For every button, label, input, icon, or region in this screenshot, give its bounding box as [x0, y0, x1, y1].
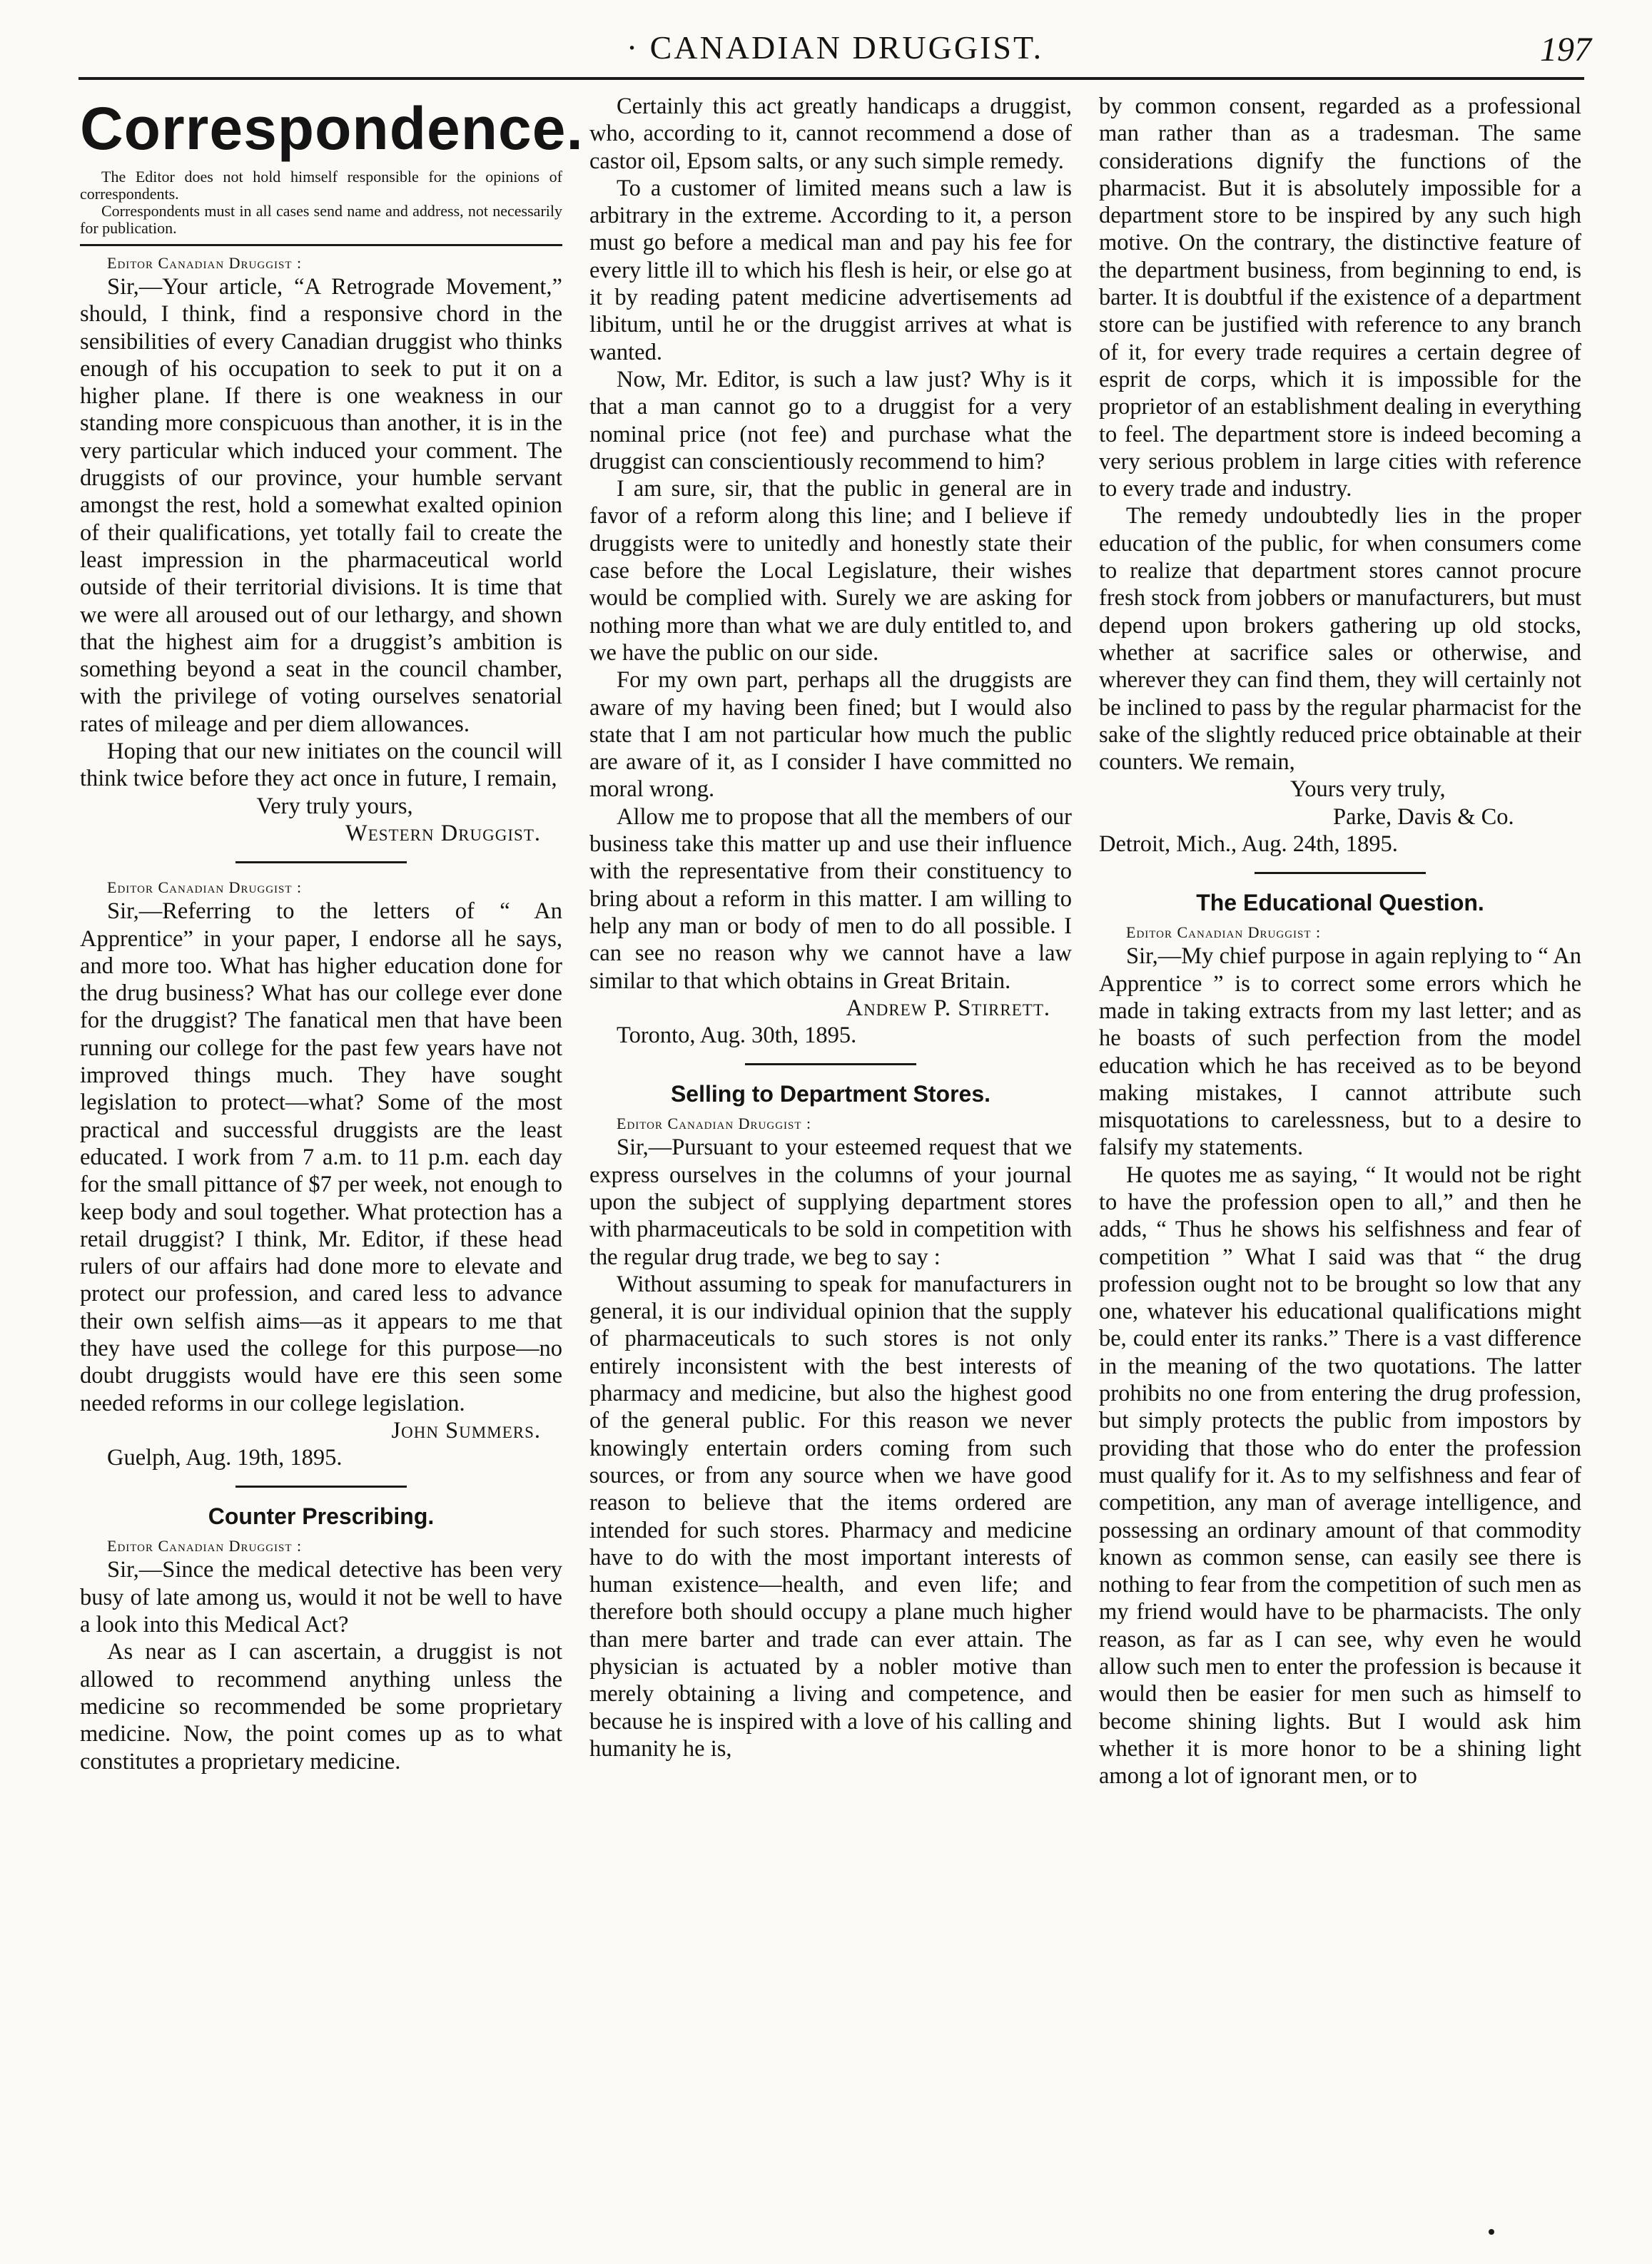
letter-closing: Yours very truly,: [1290, 776, 1446, 803]
divider: [235, 1486, 407, 1488]
letter-paragraph: Without assuming to speak for manufacturers in general, it is our individual opinion that the supply of pharmaceuticals to such stores is not only entirely inconsistent with the best interests of pharmacy and medicine, but also the highest good of the general public. For this reason we never knowingly entertain orders coming from such sources, or from any source when we have good reason to believe that the items ordered are intended for such stores. Pharmacy and medicine have to do with the most important interests of human existence—health, and even life; and therefore both should occupy a plane much higher than mere barter and trade can ever attain. The physician is actuated by a nobler motive than merely obtaining a living and competence, and because he is inspired with a love of his calling and humanity he is,: [589, 1271, 1072, 1762]
letter-paragraph: Hoping that our new initiates on the council will think twice before they act once in future, I remain,: [80, 738, 562, 792]
letter-paragraph: To a customer of limited means such a law is arbitrary in the extreme. According to it, a person must go before a medical man and pay his fee for every little ill to which his flesh is heir, or else go at it by reading patent medicine advertisements ad libitum, until he or the druggist arrives at what is wanted.: [589, 175, 1072, 365]
letter-signature: Parke, Davis & Co.: [1333, 803, 1514, 830]
letter-paragraph: by common consent, regarded as a professional man rather than as a tradesman. The same considerations dignify the functions of the pharmacist. But it is absolutely impossible for a department store to be inspired by any such high motive. On the contrary, the distinctive feature of the department business, from beginning to end, is barter. It is doubtful if the existence of a department store can be justified with reference to any branch of it, for every trade requires a certain degree of esprit de corps, which it is impossible for the proprietor of an establishment dealing in everything to feel. The department store is indeed becoming a very serious problem in large cities with reference to every trade and industry.: [1099, 93, 1581, 502]
divider: [235, 861, 407, 863]
column-3: [1099, 93, 1581, 1790]
disclaimer-line-1: The Editor does not hold himself responsible for the opinions of correspondents.: [80, 168, 562, 203]
disclaimer-line-2: Correspondents must in all cases send name and address, not necessarily for publication.: [80, 202, 562, 237]
letter-paragraph: As near as I can ascertain, a druggist is not allowed to recommend anything unless the medicine so recommended be some proprietary medicine. Now, the point comes up as to what constitutes a proprietary medicine.: [80, 1639, 562, 1775]
section-title: Selling to Department Stores.: [670, 1081, 991, 1107]
page-header: [78, 29, 1591, 78]
letter-salutation: Editor Canadian Druggist :: [107, 878, 303, 897]
letter-dateline: Detroit, Mich., Aug. 24th, 1895.: [1099, 831, 1398, 858]
running-title: · CANADIAN DRUGGIST.: [626, 29, 1044, 66]
print-speck: [1489, 2229, 1494, 2235]
letter-paragraph: He quotes me as saying, “ It would not be right to have the profession open to all,” and then he adds, “ Thus he shows his selfishness and fear of competition ” What I said was that “ the drug profession ought not to be brought so low that any one, whatever his educational qualifications might be, could enter its ranks.” There is a vast difference in the meaning of the two quotations. The latter prohibits no one from entering the drug profession, but simply protects the public from impostors by providing that those who do enter the profession must qualify for it. As to my selfishness and fear of competition, any man of average intelligence, and possessing an ordinary amount of that commodity known as common sense, can easily see there is nothing to fear from the competition of such men as my friend would have to be pharmacists. The only reason, as far as I can see, why even he would allow such men to enter the profession is because it would then be easier for men such as himself to become shining lights. But I would ask him whether it is more honor to be a shining light among a lot of ignorant men, or to: [1099, 1162, 1582, 1790]
divider: [745, 1063, 916, 1065]
letter-paragraph: Now, Mr. Editor, is such a law just? Why is it that a man cannot go to a druggist for a very nominal price (not fee) and purchase what the druggist can conscientiously recommend to him?: [589, 366, 1072, 474]
column-1: [80, 93, 584, 1775]
letter-paragraph: Sir,—Your article, “A Retrograde Movement,” should, I think, find a responsive chord in the sensibilities of every Canadian druggist who thinks enough of his occupation to seek to put it on a higher plane. If there is one weakness in our standing more conspicuous than another, it is in the very particular which induced your comment. The druggists of our province, your humble servant amongst the rest, hold a somewhat exalted opinion of their qualifications, yet totally fail to create the least impression in the pharmaceutical world outside of their territorial divisions. It is time that we were all aroused out of our lethargy, and shown that the highest aim for a druggist’s ambition is something beyond a seat in the council chamber, with the privilege of voting ourselves senatorial rates of mileage and per diem allowances.: [80, 274, 562, 737]
letter-salutation: Editor Canadian Druggist :: [107, 1537, 303, 1555]
letter-paragraph: Sir,—Referring to the letters of “ An Apprentice” in your paper, I endorse all he says, and more too. What has higher education done for the drug business? What has our college ever done for the druggist? The fanatical men that have been running our college for the past few years have not improved things much. They have sought legislation to protect—what? Some of the most practical and successful druggists are the least educated. I work from 7 a.m. to 11 p.m. each day for the small pittance of $7 per week, not enough to keep body and soul together. What protection has a retail druggist? I think, Mr. Editor, if these head rulers of our affairs had done more to elevate and protect our profession, and cared less to advance their own selfish aims—as it appears to me that they have used the college for this purpose—no doubt druggists would have ere this seen some needed reforms in our college legislation.: [80, 898, 562, 1416]
letter-dateline: Guelph, Aug. 19th, 1895.: [107, 1445, 343, 1471]
header-rule: [78, 77, 1584, 80]
letter-signature: John Summers.: [391, 1417, 541, 1443]
letter-paragraph: Certainly this act greatly handicaps a druggist, who, according to it, cannot recommend a dose of castor oil, Epsom salts, or any such simple remedy.: [589, 93, 1072, 174]
divider: [1255, 872, 1426, 874]
letter-paragraph: I am sure, sir, that the public in general are in favor of a reform along this line; and I believe if druggists were to unitedly and honestly state their case before the Local Legislature, their wishes would be complied with. Surely we are asking for nothing more than what we are duly entitled to, and we have the public on our side.: [589, 476, 1072, 666]
letter-paragraph: Allow me to propose that all the members of our business take this matter up and use their influence with the representative from their constituency to bring about a reform in this matter. I am willing to help any man or body of men to do all possible. I can see no reason why we cannot have a law similar to that which obtains in Great Britain.: [589, 803, 1072, 994]
letter-dateline: Toronto, Aug. 30th, 1895.: [617, 1022, 857, 1049]
letter-paragraph: For my own part, perhaps all the druggists are aware of my having been fined; but I would also state that I am not particular how much the public are aware of it, as I consider I have committed no moral wrong.: [589, 667, 1072, 803]
letter-salutation: Editor Canadian Druggist :: [1126, 923, 1322, 942]
letter-closing: Very truly yours,: [256, 793, 413, 819]
letter-paragraph: Sir,—Since the medical detective has been very busy of late among us, would it not be well to have a look into this Medical Act?: [80, 1557, 562, 1638]
page-number: 197: [1540, 31, 1591, 68]
letter-paragraph: Sir,—Pursuant to your esteemed request that we express ourselves in the columns of your journal upon the subject of supplying department stores with pharmaceuticals to be sold in competition with the regular drug trade, we beg to say :: [589, 1134, 1072, 1270]
divider: [80, 244, 562, 246]
letter-signature: Western Druggist.: [345, 820, 541, 846]
section-title: The Educational Question.: [1196, 890, 1484, 916]
letter-paragraph: Sir,—My chief purpose in again replying to “ An Apprentice ” is to correct some errors which he made in taking extracts from my last letter; and as he boasts of such perfection from the model education which he has received as to be beyond making mistakes, I cannot attribute such misquotations to carelessness, but to a desire to falsify my statements.: [1099, 943, 1581, 1161]
editorial-disclaimer: [80, 168, 562, 237]
letter-paragraph: The remedy undoubtedly lies in the proper education of the public, for when consumers come to realize that department stores cannot procure fresh stock from jobbers or manufacturers, but must depend upon brokers gathering up old stocks, whether at sacrifice sales or otherwise, and wherever they can find them, they will certainly not be inclined to pass by the regular pharmacist for the sake of the slightly reduced price obtainable at their counters. We remain,: [1099, 503, 1581, 776]
letter-salutation: Editor Canadian Druggist :: [107, 254, 303, 272]
column-2: [589, 93, 1072, 1762]
letter-salutation: Editor Canadian Druggist :: [617, 1115, 812, 1133]
letter-signature: Andrew P. Stirrett.: [846, 995, 1050, 1021]
section-masthead: Correspondence.: [80, 95, 584, 162]
section-title: Counter Prescribing.: [208, 1503, 435, 1530]
